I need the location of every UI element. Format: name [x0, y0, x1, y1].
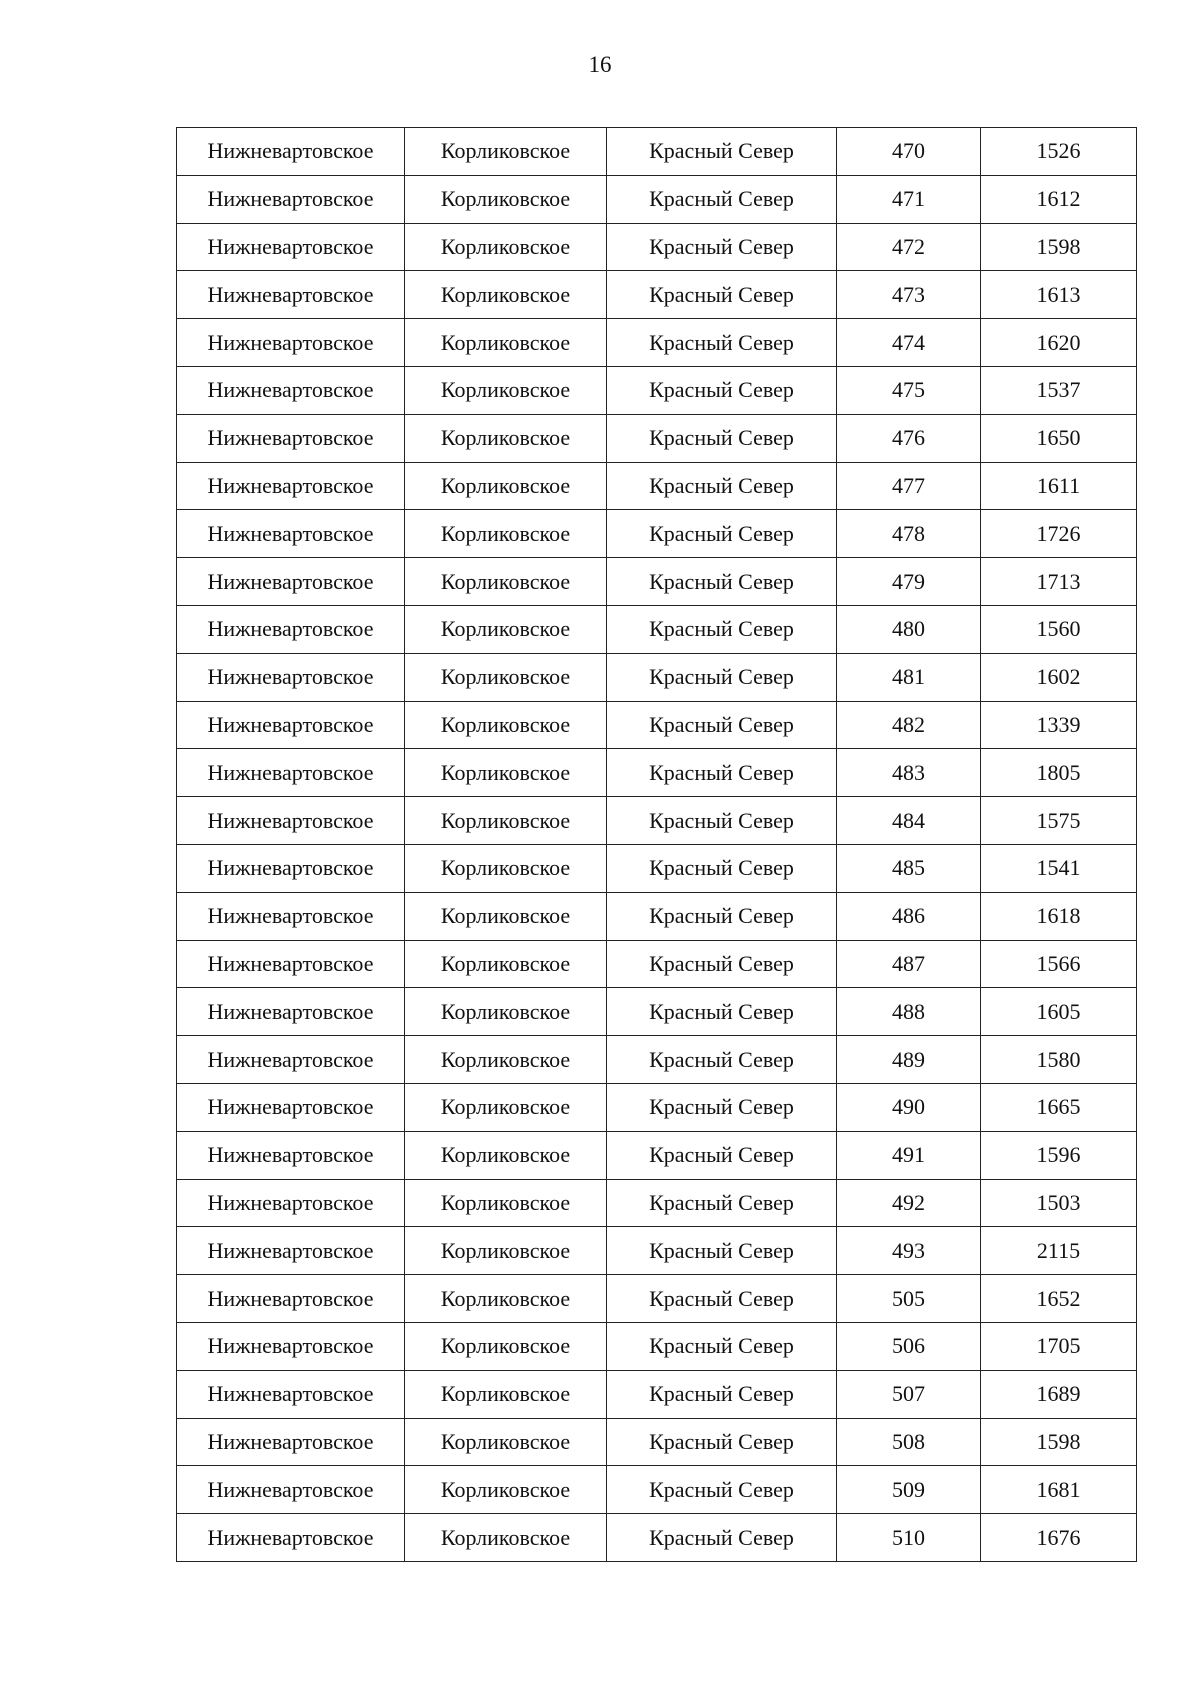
field-cell: Корликовское — [405, 1418, 607, 1466]
table-row — [177, 128, 1137, 176]
well-number-cell: 489 — [837, 1036, 981, 1084]
district-cell: Нижневартовское — [177, 128, 405, 176]
table-row — [177, 223, 1137, 271]
area-cell: Красный Север — [607, 271, 837, 319]
district-cell: Нижневартовское — [177, 940, 405, 988]
well-number-cell: 505 — [837, 1275, 981, 1323]
district-cell: Нижневартовское — [177, 319, 405, 367]
field-cell: Корликовское — [405, 844, 607, 892]
depth-cell: 1580 — [981, 1036, 1137, 1084]
data-table — [176, 127, 1137, 1562]
field-cell: Корликовское — [405, 1083, 607, 1131]
well-number-cell: 473 — [837, 271, 981, 319]
well-number-cell: 508 — [837, 1418, 981, 1466]
area-cell: Красный Север — [607, 892, 837, 940]
well-number-cell: 477 — [837, 462, 981, 510]
depth-cell: 1566 — [981, 940, 1137, 988]
district-cell: Нижневартовское — [177, 749, 405, 797]
area-cell: Красный Север — [607, 1179, 837, 1227]
well-number-cell: 487 — [837, 940, 981, 988]
area-cell: Красный Север — [607, 510, 837, 558]
field-cell: Корликовское — [405, 1036, 607, 1084]
area-cell: Красный Север — [607, 1322, 837, 1370]
area-cell: Красный Север — [607, 1036, 837, 1084]
table-row — [177, 1514, 1137, 1562]
district-cell: Нижневартовское — [177, 1275, 405, 1323]
field-cell: Корликовское — [405, 653, 607, 701]
area-cell: Красный Север — [607, 175, 837, 223]
district-cell: Нижневартовское — [177, 605, 405, 653]
table-row — [177, 1227, 1137, 1275]
district-cell: Нижневартовское — [177, 797, 405, 845]
depth-cell: 1620 — [981, 319, 1137, 367]
table-row — [177, 701, 1137, 749]
depth-cell: 1705 — [981, 1322, 1137, 1370]
field-cell: Корликовское — [405, 1179, 607, 1227]
depth-cell: 1605 — [981, 988, 1137, 1036]
table-row — [177, 1131, 1137, 1179]
depth-cell: 1726 — [981, 510, 1137, 558]
district-cell: Нижневартовское — [177, 414, 405, 462]
table-row — [177, 605, 1137, 653]
field-cell: Корликовское — [405, 319, 607, 367]
district-cell: Нижневартовское — [177, 988, 405, 1036]
table-row — [177, 1418, 1137, 1466]
well-number-cell: 478 — [837, 510, 981, 558]
table-row — [177, 1083, 1137, 1131]
district-cell: Нижневартовское — [177, 1179, 405, 1227]
table-row — [177, 892, 1137, 940]
field-cell: Корликовское — [405, 366, 607, 414]
well-number-cell: 481 — [837, 653, 981, 701]
table-row — [177, 414, 1137, 462]
well-number-cell: 483 — [837, 749, 981, 797]
area-cell: Красный Север — [607, 1083, 837, 1131]
area-cell: Красный Север — [607, 223, 837, 271]
field-cell: Корликовское — [405, 1370, 607, 1418]
area-cell: Красный Север — [607, 701, 837, 749]
table-row — [177, 1370, 1137, 1418]
district-cell: Нижневартовское — [177, 558, 405, 606]
field-cell: Корликовское — [405, 175, 607, 223]
table-row — [177, 1466, 1137, 1514]
table-row — [177, 1275, 1137, 1323]
well-number-cell: 506 — [837, 1322, 981, 1370]
district-cell: Нижневартовское — [177, 1370, 405, 1418]
district-cell: Нижневартовское — [177, 701, 405, 749]
district-cell: Нижневартовское — [177, 175, 405, 223]
district-cell: Нижневартовское — [177, 1131, 405, 1179]
area-cell: Красный Север — [607, 1418, 837, 1466]
field-cell: Корликовское — [405, 1131, 607, 1179]
area-cell: Красный Север — [607, 319, 837, 367]
field-cell: Корликовское — [405, 462, 607, 510]
well-number-cell: 490 — [837, 1083, 981, 1131]
well-number-cell: 480 — [837, 605, 981, 653]
area-cell: Красный Север — [607, 605, 837, 653]
field-cell: Корликовское — [405, 271, 607, 319]
depth-cell: 1598 — [981, 223, 1137, 271]
field-cell: Корликовское — [405, 988, 607, 1036]
district-cell: Нижневартовское — [177, 1227, 405, 1275]
area-cell: Красный Север — [607, 1514, 837, 1562]
table-row — [177, 844, 1137, 892]
depth-cell: 1598 — [981, 1418, 1137, 1466]
depth-cell: 1596 — [981, 1131, 1137, 1179]
depth-cell: 1652 — [981, 1275, 1137, 1323]
table-row — [177, 653, 1137, 701]
well-number-cell: 485 — [837, 844, 981, 892]
depth-cell: 1713 — [981, 558, 1137, 606]
field-cell: Корликовское — [405, 1322, 607, 1370]
area-cell: Красный Север — [607, 1227, 837, 1275]
field-cell: Корликовское — [405, 1227, 607, 1275]
field-cell: Корликовское — [405, 510, 607, 558]
depth-cell: 1602 — [981, 653, 1137, 701]
table-body — [177, 128, 1137, 1562]
area-cell: Красный Север — [607, 940, 837, 988]
area-cell: Красный Север — [607, 1370, 837, 1418]
depth-cell: 1503 — [981, 1179, 1137, 1227]
well-number-cell: 510 — [837, 1514, 981, 1562]
depth-cell: 1611 — [981, 462, 1137, 510]
page-number: 16 — [588, 52, 612, 77]
field-cell: Корликовское — [405, 1466, 607, 1514]
area-cell: Красный Север — [607, 844, 837, 892]
well-number-cell: 509 — [837, 1466, 981, 1514]
field-cell: Корликовское — [405, 701, 607, 749]
well-number-cell: 492 — [837, 1179, 981, 1227]
table-row — [177, 1179, 1137, 1227]
district-cell: Нижневартовское — [177, 366, 405, 414]
depth-cell: 1650 — [981, 414, 1137, 462]
well-number-cell: 507 — [837, 1370, 981, 1418]
depth-cell: 1575 — [981, 797, 1137, 845]
depth-cell: 1665 — [981, 1083, 1137, 1131]
table-row — [177, 1036, 1137, 1084]
well-number-cell: 479 — [837, 558, 981, 606]
field-cell: Корликовское — [405, 605, 607, 653]
area-cell: Красный Север — [607, 988, 837, 1036]
area-cell: Красный Север — [607, 1466, 837, 1514]
district-cell: Нижневартовское — [177, 1466, 405, 1514]
well-number-cell: 471 — [837, 175, 981, 223]
table-row — [177, 510, 1137, 558]
field-cell: Корликовское — [405, 1514, 607, 1562]
area-cell: Красный Север — [607, 1131, 837, 1179]
table-row — [177, 749, 1137, 797]
area-cell: Красный Север — [607, 414, 837, 462]
depth-cell: 1612 — [981, 175, 1137, 223]
depth-cell: 1613 — [981, 271, 1137, 319]
depth-cell: 1681 — [981, 1466, 1137, 1514]
district-cell: Нижневартовское — [177, 892, 405, 940]
area-cell: Красный Север — [607, 366, 837, 414]
well-number-cell: 484 — [837, 797, 981, 845]
district-cell: Нижневартовское — [177, 462, 405, 510]
field-cell: Корликовское — [405, 797, 607, 845]
district-cell: Нижневартовское — [177, 1322, 405, 1370]
table-row — [177, 271, 1137, 319]
field-cell: Корликовское — [405, 414, 607, 462]
district-cell: Нижневартовское — [177, 1083, 405, 1131]
area-cell: Красный Север — [607, 653, 837, 701]
area-cell: Красный Север — [607, 1275, 837, 1323]
field-cell: Корликовское — [405, 1275, 607, 1323]
district-cell: Нижневартовское — [177, 1514, 405, 1562]
well-number-cell: 488 — [837, 988, 981, 1036]
area-cell: Красный Север — [607, 128, 837, 176]
table-row — [177, 797, 1137, 845]
well-number-cell: 475 — [837, 366, 981, 414]
district-cell: Нижневартовское — [177, 223, 405, 271]
table-row — [177, 988, 1137, 1036]
table-row — [177, 558, 1137, 606]
area-cell: Красный Север — [607, 749, 837, 797]
area-cell: Красный Север — [607, 462, 837, 510]
depth-cell: 1526 — [981, 128, 1137, 176]
well-number-cell: 486 — [837, 892, 981, 940]
district-cell: Нижневартовское — [177, 271, 405, 319]
well-number-cell: 472 — [837, 223, 981, 271]
table-row — [177, 1322, 1137, 1370]
table-row — [177, 366, 1137, 414]
district-cell: Нижневартовское — [177, 510, 405, 558]
district-cell: Нижневартовское — [177, 1036, 405, 1084]
depth-cell: 1618 — [981, 892, 1137, 940]
field-cell: Корликовское — [405, 128, 607, 176]
well-number-cell: 476 — [837, 414, 981, 462]
field-cell: Корликовское — [405, 940, 607, 988]
well-number-cell: 493 — [837, 1227, 981, 1275]
field-cell: Корликовское — [405, 892, 607, 940]
table-row — [177, 940, 1137, 988]
depth-cell: 1537 — [981, 366, 1137, 414]
depth-cell: 1689 — [981, 1370, 1137, 1418]
depth-cell: 1676 — [981, 1514, 1137, 1562]
district-cell: Нижневартовское — [177, 653, 405, 701]
table-row — [177, 319, 1137, 367]
district-cell: Нижневартовское — [177, 1418, 405, 1466]
well-number-cell: 470 — [837, 128, 981, 176]
well-number-cell: 491 — [837, 1131, 981, 1179]
depth-cell: 2115 — [981, 1227, 1137, 1275]
table-row — [177, 175, 1137, 223]
field-cell: Корликовское — [405, 558, 607, 606]
depth-cell: 1805 — [981, 749, 1137, 797]
district-cell: Нижневартовское — [177, 844, 405, 892]
depth-cell: 1541 — [981, 844, 1137, 892]
depth-cell: 1560 — [981, 605, 1137, 653]
field-cell: Корликовское — [405, 223, 607, 271]
area-cell: Красный Север — [607, 558, 837, 606]
well-number-cell: 482 — [837, 701, 981, 749]
field-cell: Корликовское — [405, 749, 607, 797]
data-table-container — [176, 127, 1137, 1562]
area-cell: Красный Север — [607, 797, 837, 845]
depth-cell: 1339 — [981, 701, 1137, 749]
table-row — [177, 462, 1137, 510]
well-number-cell: 474 — [837, 319, 981, 367]
